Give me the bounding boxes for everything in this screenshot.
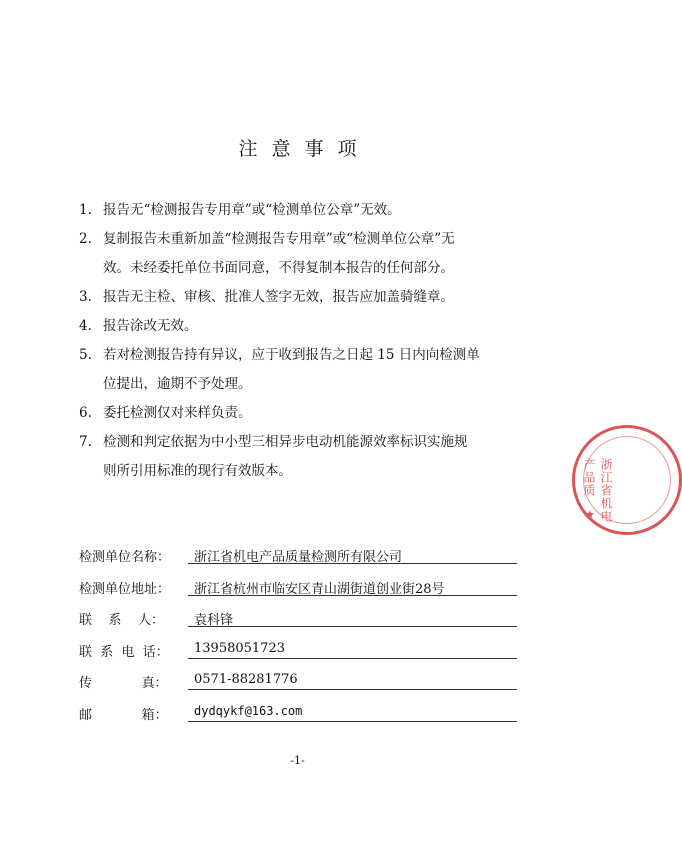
notice-number: 2. [79, 231, 92, 247]
unit-address-label: 检测单位地址： [79, 581, 171, 597]
info-row-contact [79, 609, 519, 641]
notice-text: 检测和判定依据为中小型三相异步电动机能源效率标识实施规 则所引用标准的现行有效版本。 [103, 434, 468, 479]
unit-name-label: 检测单位名称： [79, 550, 171, 565]
notice-number: 5. [79, 347, 92, 363]
notice-number: 6. [79, 405, 92, 421]
notice-text: 若对检测报告持有异议，应于收到报告之日起 15 日内向检测单 位提出，逾期不予处理。 [103, 347, 480, 392]
page-number: -1- [290, 754, 305, 767]
notice-number: 1. [79, 202, 92, 218]
fax-label: 传 真： [79, 676, 168, 691]
unit-address-value: 浙江省杭州市临安区青山湖街道创业街28号 [188, 578, 517, 596]
email-value: dydqykf@163.com [188, 704, 517, 722]
notice-item [79, 283, 519, 312]
notice-item [79, 312, 519, 341]
info-row-unit-name [79, 546, 519, 578]
fax-value: 0571-88281776 [188, 672, 517, 690]
notice-text: 报告无“检测报告专用章”或“检测单位公章”无效。 [103, 202, 401, 218]
info-row-email [79, 704, 519, 736]
notice-item [79, 225, 519, 283]
info-row-unit-address [79, 578, 519, 610]
unit-name-value: 浙江省机电产品质量检测所有限公司 [188, 546, 517, 564]
notice-item [79, 428, 519, 486]
contact-value: 袁科锋 [188, 609, 517, 627]
notice-text: 委托检测仅对来样负责。 [103, 405, 252, 421]
notice-item [79, 196, 519, 225]
info-row-phone [79, 641, 519, 673]
info-row-fax [79, 672, 519, 704]
seal-star-icon: ★ [585, 508, 595, 521]
lab-contact-info [79, 546, 519, 735]
seal-text: 浙江省机电产品质 [582, 458, 613, 523]
notice-list [79, 196, 519, 486]
notice-item [79, 399, 519, 428]
notice-number: 7. [79, 434, 92, 450]
notice-item [79, 341, 519, 399]
notice-number: 3. [79, 289, 92, 305]
phone-label: 联 系 电 话： [79, 644, 169, 660]
notice-number: 4. [79, 318, 92, 334]
notice-text: 报告无主检、审核、批准人签字无效，报告应加盖骑缝章。 [103, 289, 454, 305]
page-title: 注意事项 [238, 138, 371, 160]
notice-text: 报告涂改无效。 [103, 318, 198, 334]
contact-label: 联 系 人： [79, 613, 165, 628]
notice-text: 复制报告未重新加盖“检测报告专用章”或“检测单位公章”无 效。未经委托单位书面同意，不得复制本报告的任何部分。 [103, 231, 455, 276]
official-seal-stamp [572, 425, 682, 535]
email-label: 邮 箱： [79, 707, 168, 723]
phone-value: 13958051723 [188, 641, 517, 659]
